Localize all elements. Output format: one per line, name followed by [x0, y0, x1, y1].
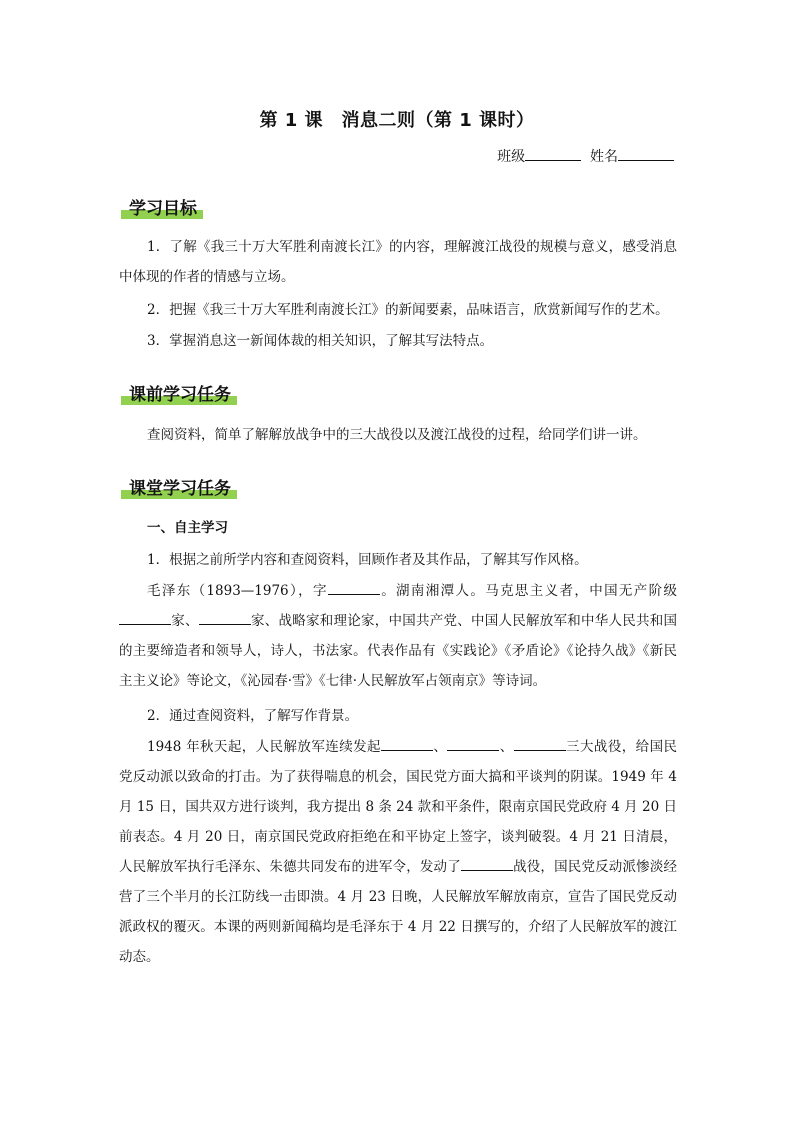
fill-blank-role-2[interactable] — [199, 610, 251, 625]
mao-text-b: 。湖南湘潭人。马克思主义者，中国无产阶级 — [379, 583, 678, 599]
name-blank[interactable] — [618, 146, 674, 161]
bg-sep-1: 、 — [432, 739, 448, 755]
mao-text-c: 家、 — [171, 613, 199, 629]
bg-text-a: 1948 年秋天起，人民解放军连续发起 — [147, 739, 381, 755]
fill-blank-crossing-campaign[interactable] — [461, 856, 513, 871]
section-heading-text: 课前学习任务 — [129, 385, 231, 405]
section-heading-class-task — [121, 474, 237, 499]
class-blank[interactable] — [525, 146, 581, 161]
goal-item-2: 2．把握《我三十万大军胜利南渡长江》的新闻要素，品味语言，欣赏新闻写作的艺术。 — [147, 302, 669, 318]
mao-text-d: 家、战略家和理论家，中国共产党、中国人民解放军和中华人民共和国的主要缔造者和领导人，诗人，书法家。代表作品有《实践论》《矛盾论》《论持久战》《新民主主义论》等论文，《沁园春·雪》《七律·人民解放军占领南京》等诗词。 — [119, 613, 677, 689]
class-name-line — [497, 146, 674, 166]
mao-intro-paragraph — [119, 576, 677, 696]
question-2: 2．通过查阅资料，了解写作背景。 — [147, 708, 359, 724]
section-heading-text: 课堂学习任务 — [129, 479, 231, 499]
class-label: 班级 — [497, 149, 526, 165]
fill-blank-campaign-1[interactable] — [381, 736, 433, 751]
question-1: 1．根据之前所学内容和查阅资料，回顾作者及其作品，了解其写作风格。 — [147, 552, 588, 568]
mao-text-a: 毛泽东（1893—1976），字 — [147, 583, 328, 599]
bg-text-c: 战役，国民党反动派惨淡经营了三个半月的长江防线一击即溃。4 月 23 日晚，人民解放军解放南京，宣告了国民党反动派政权的覆灭。本课的两则新闻稿均是毛泽东于 4 月 22 日撰写的，介绍了人民解放军的渡江动态。 — [119, 859, 678, 965]
self-study-heading: 一、自主学习 — [147, 520, 228, 536]
goal-item-1: 1．了解《我三十万大军胜利南渡长江》的内容，理解渡江战役的规模与意义，感受消息中体现的作者的情感与立场。 — [119, 239, 677, 285]
background-paragraph — [119, 732, 677, 972]
goal-item-3: 3．掌握消息这一新闻体裁的相关知识，了解其写法特点。 — [147, 333, 494, 349]
pre-task-text: 查阅资料，简单了解解放战争中的三大战役以及渡江战役的过程，给同学们讲一讲。 — [147, 427, 647, 443]
name-label: 姓名 — [590, 149, 618, 165]
page-title: 第 1 课 消息二则（第 1 课时） — [259, 110, 535, 131]
fill-blank-role-1[interactable] — [119, 610, 171, 625]
fill-blank-campaign-2[interactable] — [447, 736, 499, 751]
bg-sep-2: 、 — [499, 739, 514, 755]
bg-text-b: 三大战役，给国民党反动派以致命的打击。为了获得喘息的机会，国民党方面大搞和平谈判的阴谋。1949 年 4 月 15 日，国共双方进行谈判，我方提出 8 条 24 款和平条件，限南京国民党政府 4 月 20 日前表态。4 月 20 日，南京国民党政府拒绝在和平协定上签字，谈判破裂。4 月 21 日清晨，人民解放军执行毛泽东、朱德共同发布的进军令，发动了 — [119, 739, 678, 875]
fill-blank-campaign-3[interactable] — [514, 736, 566, 751]
fill-blank-courtesy-name[interactable] — [328, 580, 380, 595]
section-heading-text: 学习目标 — [129, 199, 197, 219]
section-heading-pre-task — [121, 380, 237, 405]
section-heading-goals — [121, 194, 203, 219]
